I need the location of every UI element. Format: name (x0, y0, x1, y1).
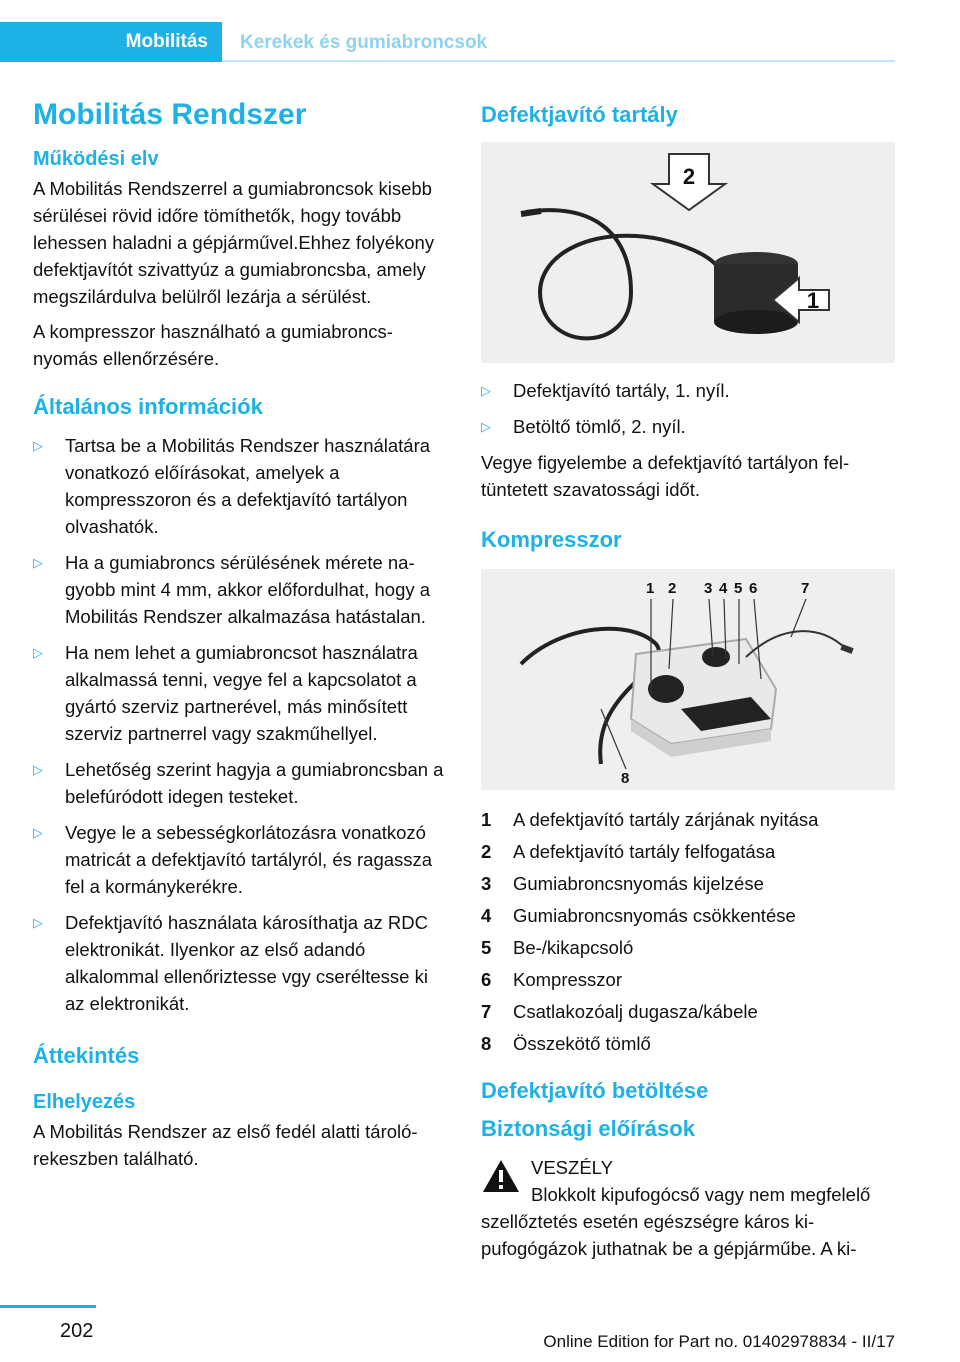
warning-text: Blokkolt kipufogócső vagy nem megfelelő szellőztetés esetén egészségre káros kipufogógázok juthatnak be a gépjárműbe. A ki- (481, 1184, 871, 1259)
fig2-label: 7 (801, 580, 810, 597)
list-item: ▷ Ha a gumiabroncs sérülésének mérete nagyobb mint 4 mm, akkor előfordulhat, hogy a Mobilitás Rendszer alkalmazása hatástalan. (33, 549, 447, 630)
warning-title: VESZÉLY (531, 1157, 613, 1178)
list-item: ▷ Vegye le a sebességkorlátozásra vonatkozó matricát a defektjavító tartályról, és ragassza fel a kormánykerékre. (33, 819, 447, 900)
overview-heading: Áttekintés (33, 1043, 140, 1068)
triangle-bullet-icon: ▷ (481, 419, 491, 434)
fig2-label: 8 (621, 770, 630, 787)
fig2-label: 6 (749, 580, 758, 597)
general-heading: Általános információk (33, 394, 263, 419)
danger-warning (481, 1154, 895, 1181)
container-list (481, 377, 895, 440)
triangle-bullet-icon: ▷ (33, 645, 43, 660)
legend-item: 1 A defektjavító tartály zárjának nyitása (481, 809, 819, 830)
location-paragraph: A Mobilitás Rendszer az első fedél alatti tárolórekeszben található. (33, 1121, 418, 1169)
fig2-label: 3 (704, 580, 713, 597)
safety-heading: Biztonsági előírások (481, 1116, 695, 1141)
location-heading: Elhelyezés (33, 1091, 136, 1113)
fig2-label: 5 (734, 580, 743, 597)
page-title: Mobilitás Rendszer (33, 98, 307, 131)
triangle-bullet-icon: ▷ (481, 383, 491, 398)
left-column (33, 98, 447, 1180)
legend-item: 2 A defektjavító tartály felfogatása (481, 841, 776, 862)
legend-item: 6 Kompresszor (481, 969, 622, 990)
fig2-label: 1 (646, 580, 655, 597)
edition-note: Online Edition for Part no. 01402978834 - II/17 (543, 1332, 895, 1351)
header-divider (222, 60, 895, 62)
footer-divider (0, 1305, 96, 1308)
compressor-legend (481, 804, 895, 1060)
list-item: ▷ Defektjavító tartály, 1. nyíl. (481, 377, 895, 404)
list-item: ▷ Ha nem lehet a gumiabroncsot használatra alkalmassá tenni, vegye fel a kapcsolatot a gyártó szerviz partnerével, más minősített szerviz partnerrel vagy szakműhellyel. (33, 639, 447, 747)
legend-item: 5 Be-/kikapcsoló (481, 937, 634, 958)
triangle-bullet-icon: ▷ (33, 762, 43, 777)
header-bar (0, 22, 895, 62)
fill-heading: Defektjavító betöltése (481, 1078, 709, 1103)
right-column (481, 98, 895, 1270)
sealant-container-illustration (481, 142, 895, 363)
list-item: ▷ Lehetőség szerint hagyja a gumiabroncsban a belefúródott idegen testeket. (33, 756, 447, 810)
section-title: Kerekek és gumiabroncsok (240, 32, 488, 53)
triangle-bullet-icon: ▷ (33, 825, 43, 840)
triangle-bullet-icon: ▷ (33, 555, 43, 570)
compressor-figure (481, 569, 895, 790)
principle-paragraph-1: A Mobilitás Rendszerrel a gumiabroncsok kisebb sérülései rövid időre tömíthetők, hogy tovább lehessen haladni a gépjárművel.Ehhez folyékony defektjavítót szivattyúz a gumiabroncsba, amely megszilárdulva belülről lezárja a sérülést. (33, 178, 435, 307)
legend-item: 7 Csatlakozóalj dugasza/kábele (481, 1001, 758, 1022)
chapter-label: Mobilitás (125, 31, 208, 52)
page-number: 202 (60, 1320, 94, 1342)
legend-item: 3 Gumiabroncsnyomás kijelzése (481, 873, 764, 894)
triangle-bullet-icon: ▷ (33, 438, 43, 453)
container-note: Vegye figyelembe a defektjavító tartályon feltüntetett szavatossági időt. (481, 452, 850, 500)
fig2-label: 2 (668, 580, 677, 597)
list-item: ▷ Defektjavító használata károsíthatja az RDC elektronikát. Ilyenkor az első adandó alkalommal ellenőriztesse vgy cseréltesse ki az elektronikát. (33, 909, 447, 1017)
principle-heading: Működési elv (33, 148, 159, 170)
triangle-bullet-icon: ▷ (33, 915, 43, 930)
list-item: ▷ Betöltő tömlő, 2. nyíl. (481, 413, 895, 440)
chapter-tab (0, 22, 222, 62)
legend-item: 8 Összekötő tömlő (481, 1033, 651, 1054)
warning-triangle-icon (481, 1158, 521, 1194)
general-list (33, 432, 447, 1017)
legend-item: 4 Gumiabroncsnyomás csökkentése (481, 905, 796, 926)
fig1-label: 1 (806, 288, 820, 313)
container-heading: Defektjavító tartály (481, 102, 678, 127)
principle-paragraph-2: A kompresszor használható a gumiabroncsnyomás ellenőrzésére. (33, 321, 393, 369)
fig2-label: 4 (719, 580, 728, 597)
compressor-heading: Kompresszor (481, 527, 622, 552)
container-figure (481, 142, 895, 363)
fig1-label: 2 (682, 164, 696, 189)
list-item: ▷ Tartsa be a Mobilitás Rendszer használatára vonatkozó előírásokat, amelyek a kompresszoron és a defektjavító tartályon olvashatók. (33, 432, 447, 540)
compressor-illustration (481, 569, 895, 790)
